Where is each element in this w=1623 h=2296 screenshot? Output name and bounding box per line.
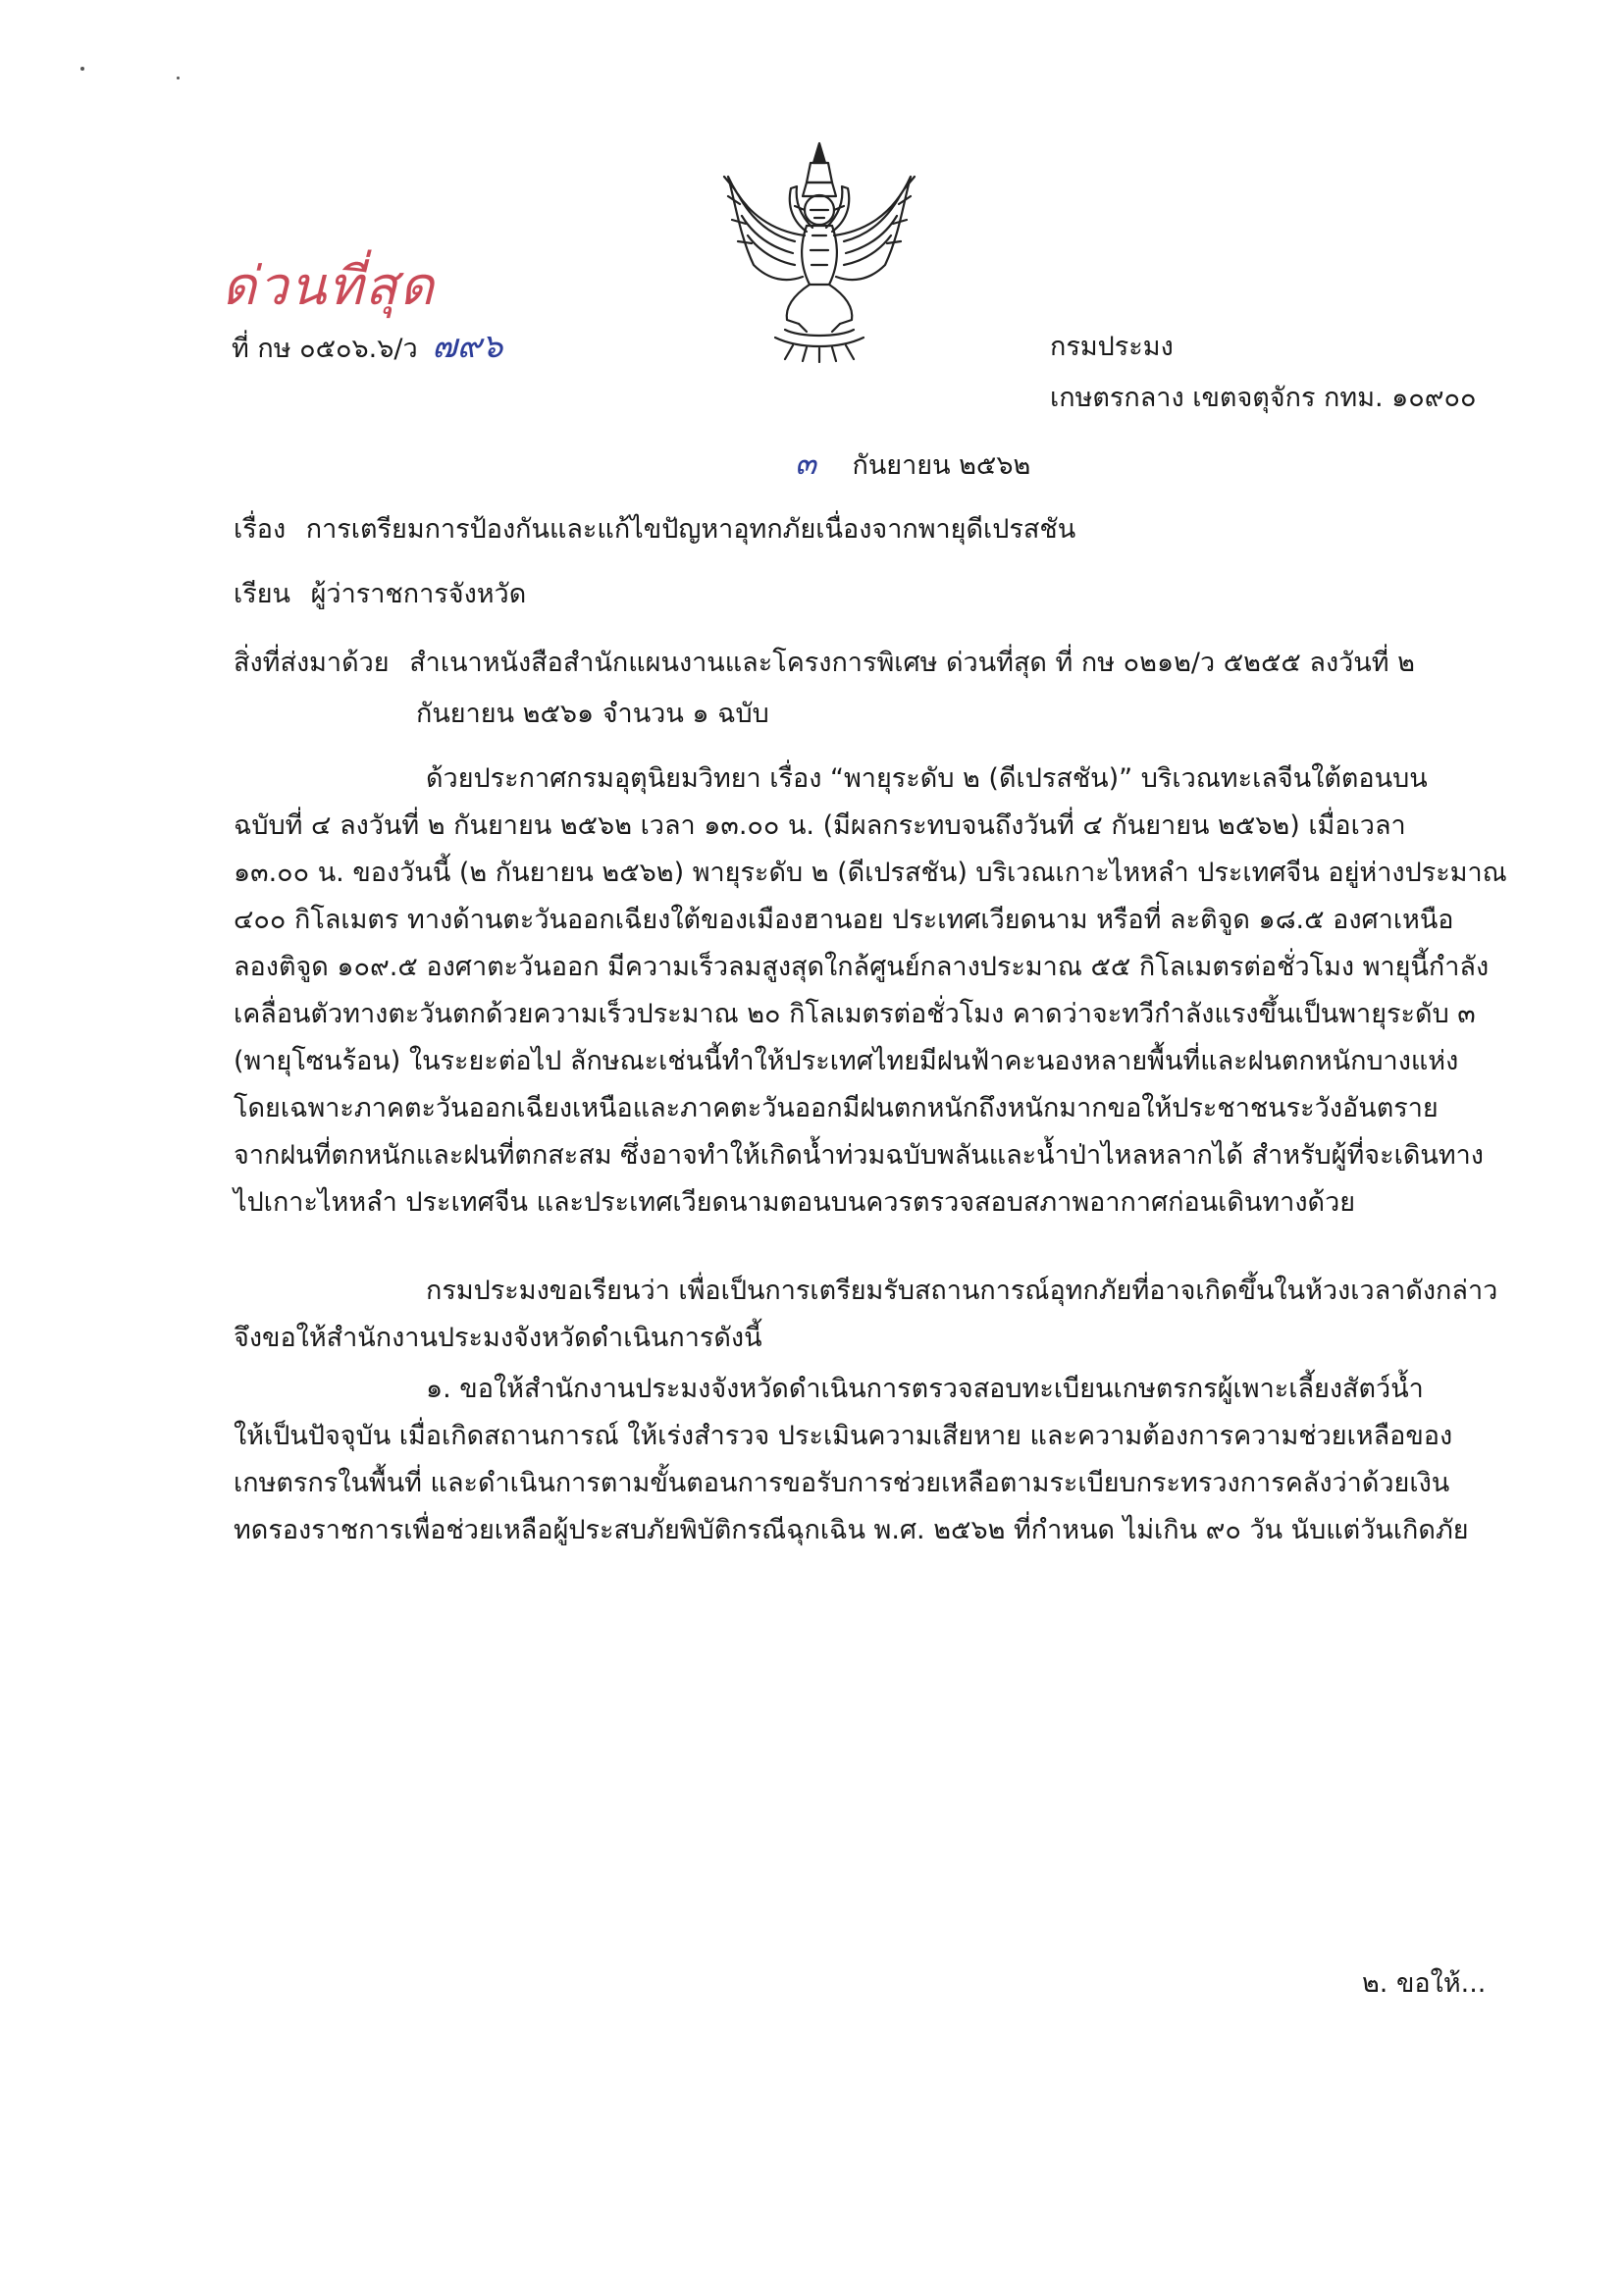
attachment-label: สิ่งที่ส่งมาด้วย bbox=[234, 648, 390, 678]
paragraph-line: ให้เป็นปัจจุบัน เมื่อเกิดสถานการณ์ ให้เร่งสำรวจ ประเมินความเสียหาย และความต้องการความช่วยเหลือของ bbox=[234, 1421, 1453, 1451]
paragraph-line: ด้วยประกาศกรมอุตุนิยมวิทยา เรื่อง “พายุระดับ ๒ (ดีเปรสชัน)” บริเวณทะเลจีนใต้ตอนบน bbox=[426, 763, 1428, 794]
paragraph-line: เคลื่อนตัวทางตะวันตกด้วยความเร็วประมาณ ๒๐ กิโลเมตรต่อชั่วโมง คาดว่าจะทวีกำลังแรงขึ้นเป็นพายุระดับ ๓ bbox=[234, 999, 1476, 1029]
garuda-emblem-icon bbox=[716, 137, 922, 363]
scan-speck bbox=[177, 77, 180, 79]
body-paragraph-2 bbox=[234, 1268, 1497, 1362]
date-month-year: กันยายน ๒๕๖๒ bbox=[852, 450, 1031, 481]
document-date bbox=[795, 444, 1031, 482]
recipient-text: ผู้ว่าราชการจังหวัด bbox=[310, 579, 527, 609]
attachment-text: สำเนาหนังสือสำนักแผนงานและโครงการพิเศษ ด่วนที่สุด ที่ กษ ๐๒๑๒/ว ๕๒๕๕ ลงวันที่ ๒ bbox=[409, 648, 1415, 678]
paragraph-line: กรมประมงขอเรียนว่า เพื่อเป็นการเตรียมรับสถานการณ์อุทกภัยที่อาจเกิดขึ้นในห้วงเวลาดังกล่าว bbox=[426, 1276, 1498, 1306]
paragraph-line: ลองติจูด ๑๐๙.๕ องศาตะวันออก มีความเร็วลมสูงสุดใกล้ศูนย์กลางประมาณ ๕๕ กิโลเมตรต่อชั่วโมง พายุนี้กำลัง bbox=[234, 952, 1490, 982]
paragraph-line: ๔๐๐ กิโลเมตร ทางด้านตะวันออกเฉียงใต้ของเมืองฮานอย ประเทศเวียดนาม หรือที่ ละติจูด ๑๘.๕ องศาเหนือ bbox=[234, 905, 1454, 935]
paragraph-line: จากฝนที่ตกหนักและฝนที่ตกสะสม ซึ่งอาจทำให้เกิดน้ำท่วมฉบับพลันและน้ำป่าไหลหลากได้ สำหรับผู้ที่จะเดินทาง bbox=[234, 1140, 1484, 1171]
paragraph-line: ๑. ขอให้สำนักงานประมงจังหวัดดำเนินการตรวจสอบทะเบียนเกษตรกรผู้เพาะเลี้ยงสัตว์น้ำ bbox=[426, 1374, 1424, 1404]
urgency-stamp: ด่วนที่สุด bbox=[222, 255, 436, 317]
organization-name: กรมประมง bbox=[1050, 332, 1174, 362]
paragraph-line: เกษตรกรในพื้นที่ และดำเนินการตามขั้นตอนการขอรับการช่วยเหลือตามระเบียบกระทรวงการคลังว่าด้วยเงิน bbox=[234, 1468, 1450, 1498]
subject-text: การเตรียมการป้องกันและแก้ไขปัญหาอุทกภัยเนื่องจากพายุดีเปรสชัน bbox=[305, 514, 1076, 545]
document-number-handwritten: ๗๙๖ bbox=[432, 327, 503, 366]
recipient-label: เรียน bbox=[234, 579, 291, 609]
document-number-prefix: ที่ กษ ๐๕๐๖.๖/ว bbox=[232, 334, 418, 364]
paragraph-line: ไปเกาะไหหลำ ประเทศจีน และประเทศเวียดนามตอนบนควรตรวจสอบสภาพอากาศก่อนเดินทางด้วย bbox=[234, 1187, 1356, 1218]
organization-address: เกษตรกลาง เขตจตุจักร กทม. ๑๐๙๐๐ bbox=[1050, 383, 1477, 413]
paragraph-line: โดยเฉพาะภาคตะวันออกเฉียงเหนือและภาคตะวันออกมีฝนตกหนักถึงหนักมากขอให้ประชาชนระวังอันตราย bbox=[234, 1093, 1439, 1123]
attachment-line-1 bbox=[234, 650, 1415, 676]
paragraph-line: ทดรองราชการเพื่อช่วยเหลือผู้ประสบภัยพิบัติกรณีฉุกเฉิน พ.ศ. ๒๕๖๒ ที่กำหนด ไม่เกิน ๙๐ วัน นับแต่วันเกิดภัย bbox=[234, 1515, 1469, 1545]
attachment-line-2: กันยายน ๒๕๖๑ จำนวน ๑ ฉบับ bbox=[416, 699, 769, 729]
paragraph-line: ฉบับที่ ๔ ลงวันที่ ๒ กันยายน ๒๕๖๒ เวลา ๑๓.๐๐ น. (มีผลกระทบจนถึงวันที่ ๔ กันยายน ๒๕๖๒) เมื่อเวลา bbox=[234, 810, 1406, 841]
date-day-handwritten: ๓ bbox=[795, 444, 816, 482]
scan-speck bbox=[80, 67, 84, 71]
document-number bbox=[232, 327, 503, 366]
body-paragraph-3 bbox=[234, 1366, 1469, 1554]
paragraph-line: จึงขอให้สำนักงานประมงจังหวัดดำเนินการดังนี้ bbox=[234, 1323, 762, 1353]
paragraph-line: ๑๓.๐๐ น. ของวันนี้ (๒ กันยายน ๒๕๖๒) พายุระดับ ๒ (ดีเปรสชัน) บริเวณเกาะไหหลำ ประเทศจีน อยู่ห่างประมาณ bbox=[234, 858, 1507, 888]
recipient-line bbox=[234, 581, 526, 607]
body-paragraph-1 bbox=[234, 756, 1507, 1226]
paragraph-line: (พายุโซนร้อน) ในระยะต่อไป ลักษณะเช่นนี้ทำให้ประเทศไทยมีฝนฟ้าคะนองหลายพื้นที่และฝนตกหนักบางแห่ง bbox=[234, 1046, 1459, 1076]
subject-line bbox=[234, 516, 1075, 543]
page-continuation: ๒. ขอให้... bbox=[1362, 1968, 1487, 1999]
subject-label: เรื่อง bbox=[234, 514, 287, 545]
